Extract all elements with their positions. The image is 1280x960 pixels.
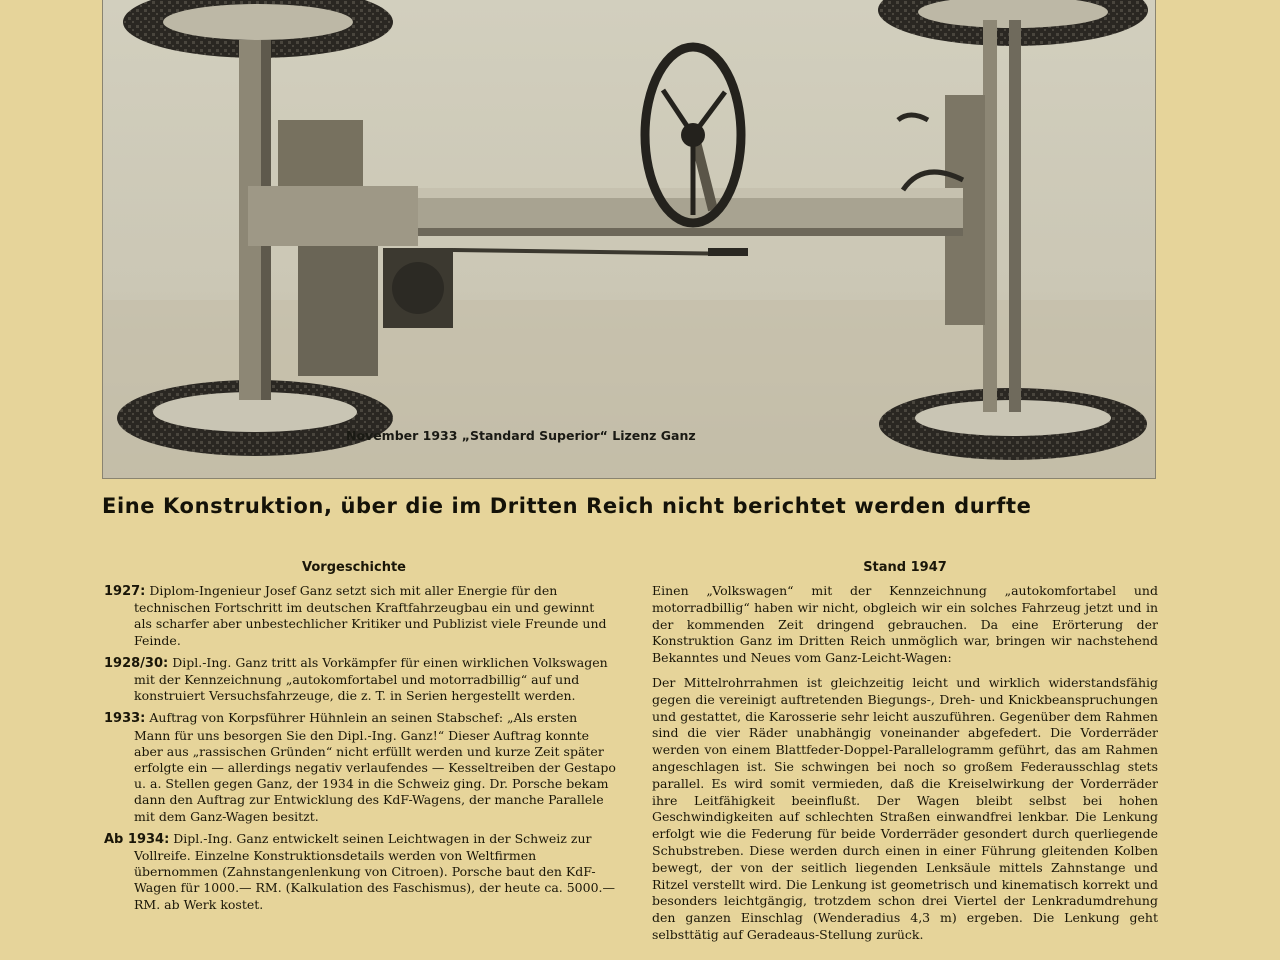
- section-title-stand-1947: Stand 1947: [863, 560, 947, 575]
- section-title-vorgeschichte: Vorgeschichte: [302, 560, 406, 575]
- headline: Eine Konstruktion, über die im Dritten Reich nicht berichtet werden durfte: [102, 494, 1032, 518]
- column-vorgeschichte: [104, 560, 616, 919]
- entry-text: Auftrag von Korpsführer Hühnlein an seinen Stabschef: „Als ersten Mann für uns besorgen Sie den Dipl.-Ing. Ganz!“ Dieser Auftrag konnte aber aus „rassischen Gründen“ nicht erfüllt werden und kurze Zeit später erfolgte ein — allerdings negativ verlaufendes — Kesseltreiben der Gestapo u. a. Stellen gegen Ganz, der 1934 in die Schweiz ging. Dr. Porsche bekam dann den Auftrag zur Entwicklung des KdF-Wagens, der manche Parallele mit dem Ganz-Wagen besitzt.: [134, 710, 616, 824]
- history-entry: [104, 710, 616, 824]
- description-paragraph: Der Mittelrohrrahmen ist gleichzeitig leicht und wirklich widerstandsfähig gegen die vereinigt auftretenden Biegungs-, Dreh- und Knickbeanspruchungen und gestattet, die Karosserie sehr leicht auszuführen. Gegenüber dem Rahmen sind die vier Räder unabhängig voneinander abgefedert. Die Vorderräder werden von einem Blattfeder-Doppel-Parallelogramm geführt, das am Rahmen angeschlagen ist. Sie schwingen bei noch so großem Federausschlag stets parallel. Es wird somit vermieden, daß die Kreiselwirkung der Vorderräder ihre Leitfähigkeit beeinflußt. Der Wagen bleibt selbst bei hohen Geschwindigkeiten auf schlechten Straßen einwandfrei lenkbar. Die Lenkung erfolgt wie die Federung für beide Vorderräder gesondert durch querliegende Schubstreben. Diese werden durch einen in einer Führung gleitenden Kolben bewegt, der von der seitlich liegenden Lenksäule mittels Zahnstange und Ritzel verstellt wird. Die Lenkung ist geometrisch und kinematisch korrekt und besonders leichtgängig, trotzdem schon drei Viertel der Lenkradumdrehung den ganzen Einschlag (Wenderadius 4,3 m) ergeben. Die Lenkung geht selbsttätig auf Geradeaus-Stellung zurück.: [652, 674, 1158, 942]
- entry-year: Ab 1934:: [104, 831, 170, 847]
- entry-text: Diplom-Ingenieur Josef Ganz setzt sich mit aller Energie für den technischen Fortschritt im deutschen Kraftfahrzeugbau ein und gewinnt als scharfer aber unbestechlicher Kritiker und Publizist viele Freunde und Feinde.: [134, 583, 607, 648]
- history-entry: [104, 583, 616, 649]
- entry-text: Dipl.-Ing. Ganz entwickelt seinen Leichtwagen in der Schweiz zur Vollreife. Einzelne Konstruktionsdetails werden von Weltfirmen übernommen (Zahnstangenlenkung von Citroen). Porsche baut den KdF-Wagen für 1000.— RM. (Kalkulation des Faschismus), der heute ca. 5000.— RM. ab Werk kostet.: [134, 830, 615, 912]
- entry-year: 1927:: [104, 584, 146, 599]
- column-stand-1947: [652, 560, 1158, 952]
- chassis-photo: [102, 0, 1156, 479]
- intro-paragraph: Einen „Volkswagen“ mit der Kennzeichnung „autokomfortabel und motorradbillig“ haben wir nicht, obgleich wir ein solches Fahrzeug jetzt und in der kommenden Zeit dringend gebrauchen. Da eine Erörterung der Konstruktion Ganz im Dritten Reich unmöglich war, bringen wir nachstehend Bekanntes und Neues vom Ganz-Leicht-Wagen:: [652, 583, 1158, 666]
- history-entry: [104, 655, 616, 705]
- chassis-illustration: [103, 0, 1155, 478]
- entry-year: 1933:: [104, 711, 146, 727]
- entry-year: 1928/30:: [104, 655, 169, 671]
- entry-text: Dipl.-Ing. Ganz tritt als Vorkämpfer für einen wirklichen Volkswagen mit der Kennzeichnung „autokomfortabel und motorradbillig“ auf und konstruiert Versuchsfahrzeuge, die z. T. in Serien hergestellt werden.: [134, 654, 608, 704]
- photo-caption: November 1933 „Standard Superior“ Lizenz Ganz: [346, 428, 696, 443]
- history-entry: [104, 831, 616, 913]
